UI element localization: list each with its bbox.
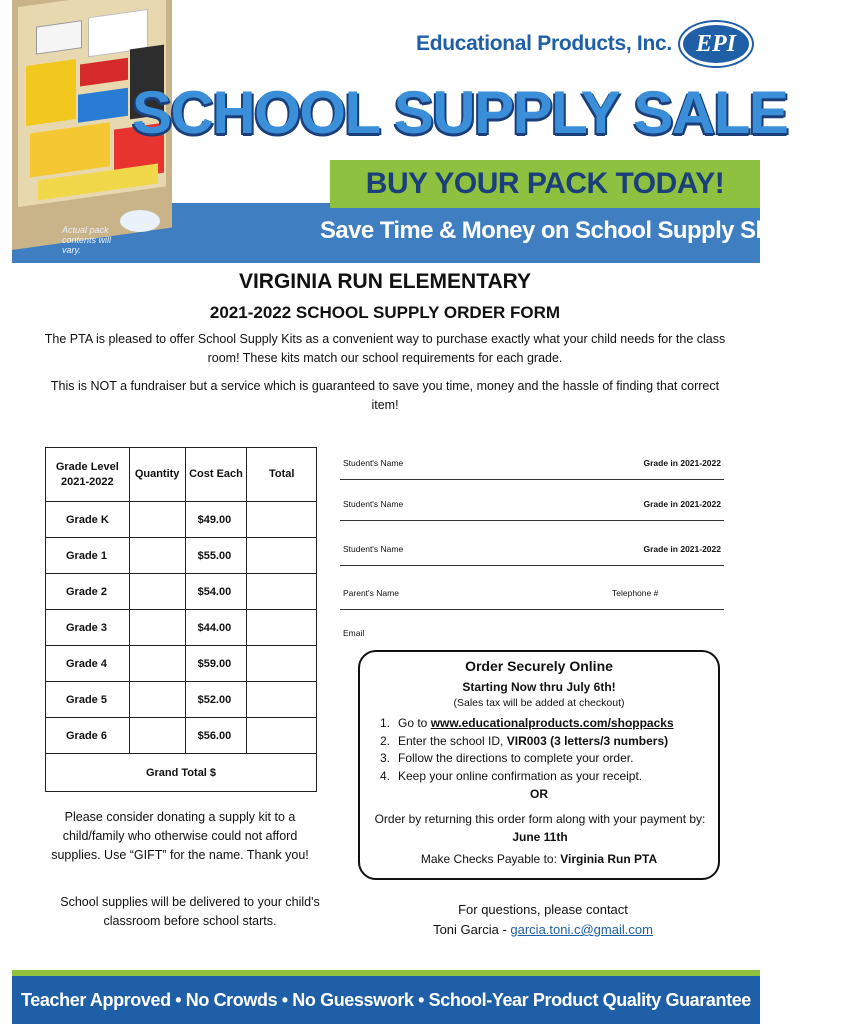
intro-text: The PTA is pleased to offer School Supply Kits as a convenient way to purchase exactly what your child needs for the class room! These kits match our school requirements for each grade.	[44, 332, 726, 365]
step-2: 2. Enter the school ID, VIR003 (3 letters/3 numbers)	[380, 733, 669, 748]
cost-cell: $54.00	[185, 574, 247, 610]
email-label: Email	[343, 628, 365, 638]
grade-cell: Grade 6	[46, 718, 130, 754]
total-field[interactable]	[247, 718, 317, 754]
col-grade-header: Grade Level 2021-2022	[46, 448, 130, 502]
col-quantity-header: Quantity	[129, 448, 185, 502]
cost-cell: $55.00	[185, 538, 247, 574]
questions-line: For questions, please contact	[458, 902, 628, 917]
grade-cell: Grade 5	[46, 682, 130, 718]
order-table	[45, 447, 317, 792]
email-line[interactable]	[340, 620, 724, 650]
company-name: Educational Products, Inc.	[416, 32, 672, 55]
total-field[interactable]	[247, 574, 317, 610]
online-steps	[380, 715, 720, 785]
student-name-label: Student's Name	[343, 544, 404, 554]
quantity-field[interactable]	[129, 718, 185, 754]
buy-band	[330, 160, 760, 208]
grade-cell: Grade 3	[46, 610, 130, 646]
cost-cell: $52.00	[185, 682, 247, 718]
quantity-field[interactable]	[129, 574, 185, 610]
online-start-date: Starting Now thru July 6th!	[462, 680, 616, 694]
parent-name-label: Parent's Name	[343, 588, 399, 598]
glue-bottle	[80, 58, 128, 87]
student-name-label: Student's Name	[343, 499, 404, 509]
contact-email-link[interactable]: garcia.toni.c@gmail.com	[510, 922, 653, 937]
grade-label: Grade in 2021-2022	[643, 499, 721, 509]
grade-cell: Grade 1	[46, 538, 130, 574]
table-row	[46, 718, 317, 754]
cost-cell: $56.00	[185, 718, 247, 754]
grand-total-field[interactable]: Grand Total $	[46, 754, 317, 792]
cost-cell: $59.00	[185, 646, 247, 682]
grade-label: Grade in 2021-2022	[643, 544, 721, 554]
order-online-box	[358, 650, 720, 880]
online-tax-note: (Sales tax will be added at checkout)	[453, 697, 625, 709]
grade-cell: Grade 2	[46, 574, 130, 610]
quantity-field[interactable]	[129, 682, 185, 718]
pencil-pack	[26, 59, 76, 126]
school-name: VIRGINIA RUN ELEMENTARY	[238, 270, 532, 293]
grade-cell: Grade K	[46, 502, 130, 538]
form-title: 2021-2022 SCHOOL SUPPLY ORDER FORM	[209, 303, 561, 322]
quantity-field[interactable]	[129, 502, 185, 538]
total-field[interactable]	[247, 646, 317, 682]
or-divider: OR	[530, 787, 548, 801]
table-row	[46, 682, 317, 718]
intro-text-2: This is NOT a fundraiser but a service which is guaranteed to save you time, money and the hassle of finding that correct item!	[50, 379, 720, 412]
contact-name: Toni Garcia -	[433, 922, 511, 937]
save-tagline: Save Time & Money on School Supply Shopping.	[320, 217, 852, 244]
total-field[interactable]	[247, 502, 317, 538]
quantity-field[interactable]	[129, 538, 185, 574]
donate-note: Please consider donating a supply kit to a child/family who otherwise could not afford supplies. Use “GIFT” for the name. Thank you!	[51, 810, 309, 862]
student-name-label: Student's Name	[343, 458, 404, 468]
cost-cell: $44.00	[185, 610, 247, 646]
total-field[interactable]	[247, 538, 317, 574]
payee-name: Virginia Run PTA	[560, 852, 658, 866]
grade-label: Grade in 2021-2022	[643, 458, 721, 468]
box-logo-icon	[120, 210, 160, 232]
footer-tagline: Teacher Approved • No Crowds • No Guesswork • School-Year Product Quality Guarantee	[12, 976, 760, 1024]
sale-banner	[12, 0, 852, 263]
box-note: Actual pack contents will vary.	[62, 225, 112, 255]
table-row	[46, 538, 317, 574]
return-date: June 11th	[512, 830, 568, 844]
grade-cell: Grade 4	[46, 646, 130, 682]
student-name-line-2[interactable]	[340, 491, 724, 521]
col-cost-header: Cost Each	[185, 448, 247, 502]
total-field[interactable]	[247, 682, 317, 718]
table-row	[46, 610, 317, 646]
table-row	[46, 574, 317, 610]
quantity-field[interactable]	[129, 646, 185, 682]
questions-contact	[380, 900, 706, 940]
eraser-pack	[78, 88, 128, 123]
telephone-label: Telephone #	[612, 588, 659, 598]
epi-logo: EPI	[680, 22, 752, 66]
return-instructions: Order by returning this order form along with your payment by: June 11th	[374, 812, 706, 844]
sale-title: SCHOOL SUPPLY SALE	[132, 79, 788, 146]
shoppacks-link[interactable]: www.educationalproducts.com/shoppacks	[430, 716, 674, 730]
cost-cell: $49.00	[185, 502, 247, 538]
table-row	[46, 646, 317, 682]
crayon-box	[36, 20, 82, 54]
total-field[interactable]	[247, 610, 317, 646]
buy-text: BUY YOUR PACK TODAY!	[365, 167, 725, 200]
table-row	[46, 502, 317, 538]
school-id: VIR003 (3 letters/3 numbers)	[506, 733, 669, 748]
step-1: 1. Go to www.educationalproducts.com/shoppacks	[380, 716, 674, 730]
student-name-line-1[interactable]	[340, 450, 724, 480]
grand-total-row	[46, 754, 317, 792]
checks-payable: Make Checks Payable to: Virginia Run PTA	[420, 852, 658, 866]
student-name-line-3[interactable]	[340, 536, 724, 566]
step-4: 4. Keep your online confirmation as your receipt.	[380, 768, 643, 783]
quantity-field[interactable]	[129, 610, 185, 646]
parent-name-line[interactable]	[340, 580, 724, 610]
col-total-header: Total	[247, 448, 317, 502]
online-title: Order Securely Online	[465, 658, 613, 674]
delivery-note: School supplies will be delivered to your child's classroom before school starts.	[60, 895, 320, 928]
table-header-row	[46, 448, 317, 502]
crayons	[30, 122, 110, 177]
step-3: 3. Follow the directions to complete your order.	[380, 751, 634, 765]
